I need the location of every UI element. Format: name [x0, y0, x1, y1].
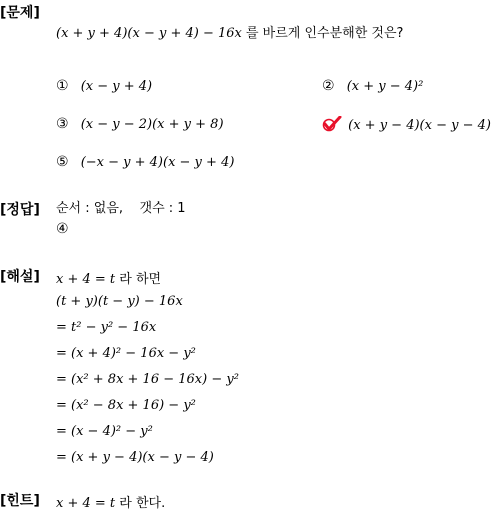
- explanation-text: 라 하면: [115, 272, 162, 287]
- option-5-expr: (−x − y + 4)(x − y + 4): [80, 155, 235, 170]
- explanation-math: = (x + y − 4)(x − y − 4): [56, 450, 214, 465]
- explanation-line-6: [56, 398, 196, 413]
- option-4-expr: (x + y − 4)(x − y − 4): [348, 118, 491, 133]
- option-3-number: ③: [56, 116, 69, 132]
- question-stem-math: (x + y + 4)(x − y + 4) − 16x: [56, 26, 242, 41]
- question-label: [문제]: [0, 5, 40, 21]
- option-5-number: ⑤: [56, 154, 69, 170]
- hint-text: 라 한다.: [115, 496, 166, 511]
- option-1[interactable]: [56, 78, 152, 94]
- option-2[interactable]: [322, 78, 423, 94]
- explanation-line-8: [56, 450, 214, 465]
- option-1-number: ①: [56, 78, 69, 94]
- option-3-expr: (x − y − 2)(x + y + 8): [80, 117, 224, 132]
- hint-label: [힌트]: [0, 493, 40, 509]
- explanation-math: = (x − 4)² − y²: [56, 424, 153, 439]
- explanation-line-2: [56, 294, 183, 309]
- explanation-math: = (x² + 8x + 16 − 16x) − y²: [56, 372, 239, 387]
- option-3[interactable]: [56, 116, 224, 132]
- explanation-line-1: [56, 268, 161, 287]
- answer-meta: 순서 : 없음, 갯수 : 1: [56, 201, 186, 216]
- answer-number: ④: [56, 221, 69, 237]
- option-2-number: ②: [322, 78, 335, 94]
- question-stem: [56, 26, 403, 42]
- explanation-line-5: [56, 372, 239, 387]
- hint-line: [56, 492, 165, 511]
- option-4[interactable]: [322, 116, 491, 133]
- explanation-line-7: [56, 424, 153, 439]
- explanation-line-4: [56, 346, 196, 361]
- explanation-math: = (x² − 8x + 16) − y²: [56, 398, 196, 413]
- explanation-math: = t² − y² − 16x: [56, 320, 157, 335]
- answer-label: [정답]: [0, 202, 40, 218]
- option-2-expr: (x + y − 4)²: [346, 79, 424, 94]
- question-stem-text: 를 바르게 인수분해한 것은?: [245, 26, 404, 41]
- answer-value: [56, 221, 77, 238]
- checkmark-icon: [322, 116, 340, 132]
- explanation-label: [해설]: [0, 269, 40, 285]
- explanation-math: (t + y)(t − y) − 16x: [56, 294, 183, 309]
- explanation-math: = (x + 4)² − 16x − y²: [56, 346, 196, 361]
- hint-math: x + 4 = t: [56, 496, 116, 511]
- option-5[interactable]: [56, 154, 234, 170]
- explanation-line-3: [56, 320, 156, 335]
- option-1-expr: (x − y + 4): [80, 79, 153, 94]
- explanation-math: x + 4 = t: [56, 272, 116, 287]
